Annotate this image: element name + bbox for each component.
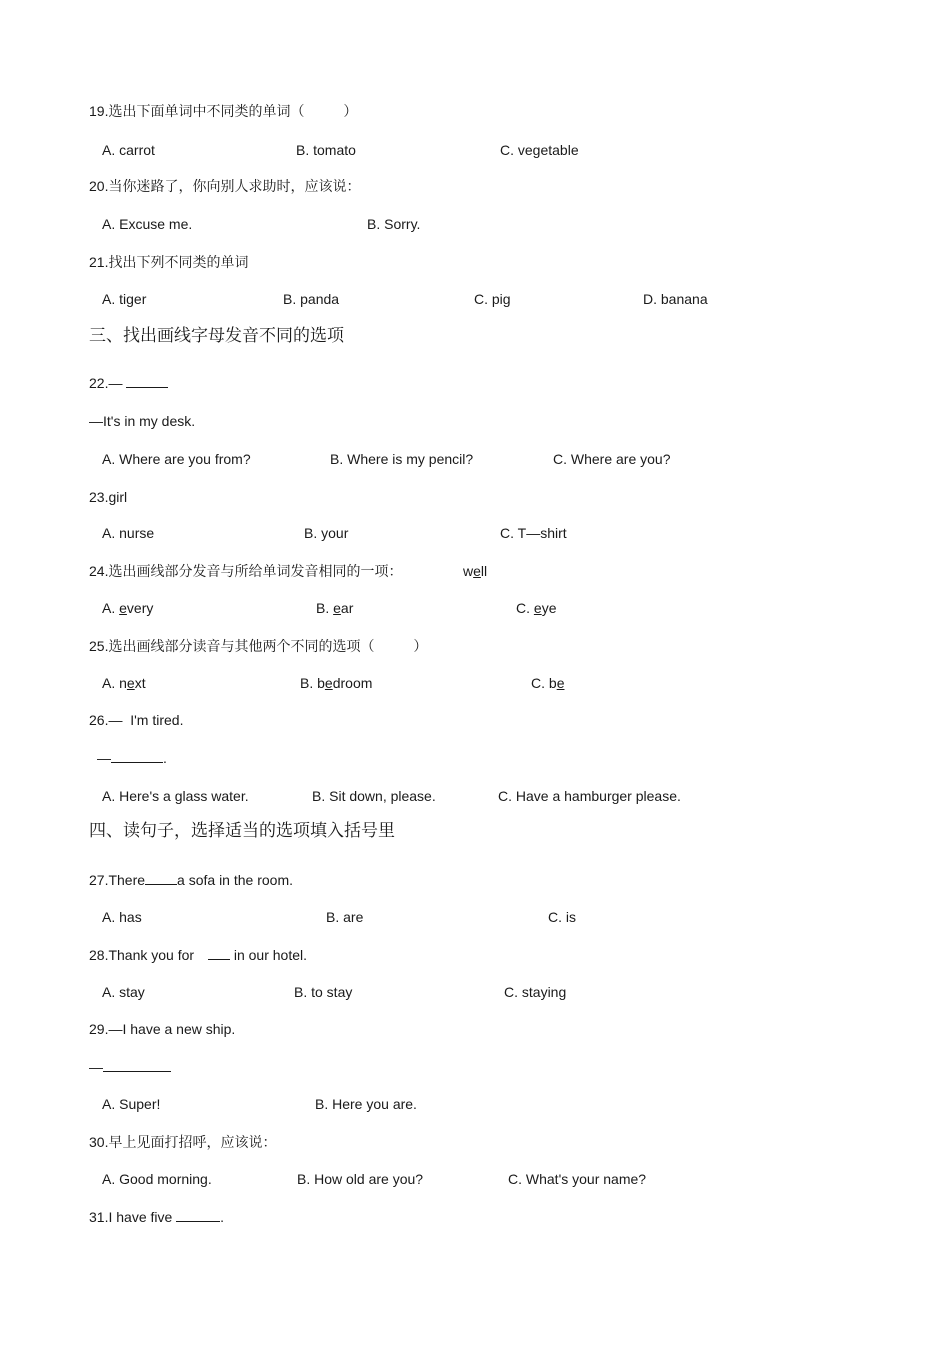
- q25-option-b[interactable]: [300, 674, 372, 692]
- q25-a-post: xt: [134, 675, 146, 691]
- q27-option-c[interactable]: C. is: [548, 909, 576, 925]
- q25-stem: 25.选出画线部分读音与其他两个不同的选项（ ）: [89, 638, 428, 654]
- q24-a-post: very: [126, 600, 154, 616]
- q25-b-underlined: e: [324, 675, 333, 691]
- q28-stem-pre: 28.Thank you for: [89, 947, 198, 963]
- section-3-title: 三、找出画线字母发音不同的选项: [89, 326, 344, 345]
- q26-option-a[interactable]: A. Here's a glass water.: [102, 788, 249, 804]
- q23-stem: 23.girl: [89, 489, 128, 505]
- q19-option-b[interactable]: B. tomato: [296, 142, 356, 158]
- q24-word-pre: w: [463, 563, 474, 579]
- q24-b-underlined: e: [333, 600, 341, 616]
- q21-option-d[interactable]: D. banana: [643, 291, 708, 307]
- q24-c-pre: C.: [516, 600, 534, 616]
- q27-stem-pre: 27.There: [89, 872, 146, 888]
- q26-reply-end: .: [163, 750, 167, 766]
- q20-option-a[interactable]: A. Excuse me.: [102, 216, 193, 232]
- q19-option-a[interactable]: A. carrot: [102, 142, 155, 158]
- q22-option-a[interactable]: A. Where are you from?: [102, 451, 251, 467]
- q24-word-post: ll: [480, 563, 488, 579]
- q19-stem: 19.选出下面单词中不同类的单词（ ）: [89, 103, 358, 119]
- q27-option-b[interactable]: B. are: [326, 909, 364, 925]
- q28-option-c[interactable]: C. staying: [504, 984, 567, 1000]
- q25-b-post: droom: [332, 675, 373, 691]
- q31-stem: [89, 1208, 224, 1226]
- q21-stem: 21.找出下列不同类的单词: [89, 254, 249, 270]
- q24-stem: 24.选出画线部分发音与所给单词发音相同的一项：: [89, 563, 403, 579]
- q19-option-c[interactable]: C. vegetable: [500, 142, 579, 158]
- q24-word-underlined: e: [473, 563, 481, 579]
- q22-stem-text: 22.—: [89, 375, 123, 391]
- q24-b-post: ar: [340, 600, 354, 616]
- q21-option-a[interactable]: A. tiger: [102, 291, 147, 307]
- q25-b-pre: B. b: [300, 675, 325, 691]
- q29-option-b[interactable]: B. Here you are.: [315, 1096, 417, 1112]
- q29-option-a[interactable]: A. Super!: [102, 1096, 161, 1112]
- q28-option-a[interactable]: A. stay: [102, 984, 145, 1000]
- q24-given-word: [463, 562, 487, 580]
- q31-stem-pre: 31.I have five: [89, 1209, 177, 1225]
- q27-stem-post: a sofa in the room.: [177, 872, 293, 888]
- q29-stem: 29.—I have a new ship.: [89, 1021, 236, 1037]
- q27-blank[interactable]: [145, 872, 177, 885]
- q22-option-c[interactable]: C. Where are you?: [553, 451, 671, 467]
- q23-option-a[interactable]: A. nurse: [102, 525, 155, 541]
- q24-option-c[interactable]: [516, 599, 556, 617]
- q24-c-underlined: e: [533, 600, 542, 616]
- q22-reply: —It's in my desk.: [89, 413, 196, 429]
- q29-reply-dash: —: [89, 1059, 103, 1075]
- q24-a-underlined: e: [119, 600, 127, 616]
- q22-option-b[interactable]: B. Where is my pencil?: [330, 451, 474, 467]
- q25-a-underlined: e: [126, 675, 135, 691]
- q23-option-b[interactable]: B. your: [304, 525, 349, 541]
- q24-option-b[interactable]: [316, 599, 353, 617]
- q25-c-underlined: e: [556, 675, 565, 691]
- q25-a-pre: A. n: [102, 675, 127, 691]
- q26-option-c[interactable]: C. Have a hamburger please.: [498, 788, 681, 804]
- q24-b-pre: B.: [316, 600, 334, 616]
- q20-stem: 20.当你迷路了，你向别人求助时，应该说：: [89, 178, 361, 194]
- q30-option-b[interactable]: B. How old are you?: [297, 1171, 424, 1187]
- q25-option-c[interactable]: [531, 674, 564, 692]
- q26-blank[interactable]: [111, 750, 163, 763]
- q22-blank[interactable]: [126, 375, 168, 388]
- q26-reply: [97, 749, 167, 767]
- q28-stem: [89, 946, 307, 964]
- q22-stem: [89, 374, 168, 392]
- q27-option-a[interactable]: A. has: [102, 909, 142, 925]
- q27-stem: [89, 871, 293, 889]
- q31-blank[interactable]: [176, 1209, 220, 1222]
- q21-option-c[interactable]: C. pig: [474, 291, 511, 307]
- q25-c-pre: C. b: [531, 675, 557, 691]
- q24-a-pre: A.: [102, 600, 120, 616]
- q20-option-b[interactable]: B. Sorry.: [367, 216, 421, 232]
- q28-stem-post: in our hotel.: [229, 947, 308, 963]
- q26-option-b[interactable]: B. Sit down, please.: [312, 788, 436, 804]
- q30-stem: 30.早上见面打招呼，应该说：: [89, 1134, 277, 1150]
- q29-reply: [89, 1058, 171, 1076]
- q23-option-c[interactable]: C. T—shirt: [500, 525, 567, 541]
- q30-option-c[interactable]: C. What's your name?: [508, 1171, 647, 1187]
- q21-option-b[interactable]: B. panda: [283, 291, 340, 307]
- q31-stem-post: .: [220, 1209, 225, 1225]
- q26-reply-dash: —: [97, 750, 111, 766]
- q28-option-b[interactable]: B. to stay: [294, 984, 353, 1000]
- q28-blank[interactable]: [208, 947, 230, 960]
- q24-option-a[interactable]: [102, 599, 153, 617]
- section-4-title: 四、读句子，选择适当的选项填入括号里: [89, 821, 395, 840]
- q25-option-a[interactable]: [102, 674, 146, 692]
- q24-c-post: ye: [541, 600, 557, 616]
- q30-option-a[interactable]: A. Good morning.: [102, 1171, 212, 1187]
- q26-stem: 26.— I'm tired.: [89, 712, 184, 728]
- q29-blank[interactable]: [103, 1059, 171, 1072]
